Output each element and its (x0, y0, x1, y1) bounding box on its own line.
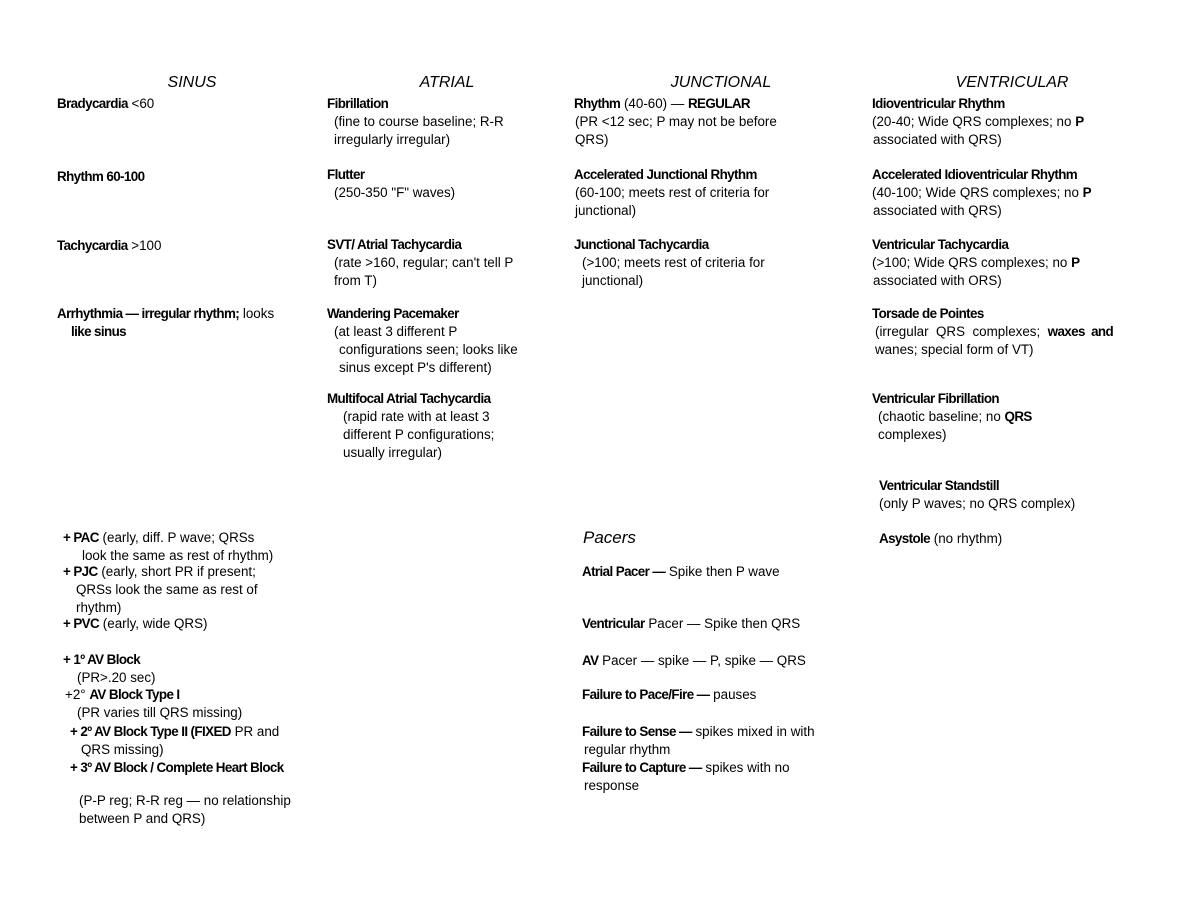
av-block-1 (63, 651, 333, 687)
av-block-3-text: PR and (230, 724, 280, 739)
vent-torsade-desc-1a: (irregular QRS complexes; (875, 324, 1048, 339)
junctional-accelerated (574, 166, 844, 220)
atrial-header: ATRIAL (419, 74, 475, 91)
vent-vf-desc-2: complexes) (878, 427, 947, 442)
av-block-3-desc (79, 792, 349, 828)
vent-vt-desc-1b: P (1071, 255, 1080, 270)
junctional-accel-desc-1: (60-100; meets rest of criteria for (575, 185, 770, 200)
pacer-fail-sense-text: spikes mixed in with (691, 724, 815, 739)
atrial-mat-desc-1: (rapid rate with at least 3 (343, 409, 490, 424)
vent-aivr-desc-1b: P (1082, 185, 1091, 200)
av-block-2-label: AV Block Type I (89, 687, 180, 702)
junctional-header: JUNCTIONAL (670, 74, 772, 91)
sinus-arrhythmia-label: Arrhythmia — irregular rhythm; (57, 306, 240, 321)
ectopy-pac-label: + PAC (63, 530, 99, 545)
ectopy-pac-text: (early, diff. P wave; QRSs (98, 530, 255, 545)
av-block-3 (70, 759, 340, 777)
sinus-rhythm-label: Rhythm 60-100 (57, 169, 145, 184)
sinus-tachycardia (57, 237, 161, 255)
av-block-2-plus: +2° (65, 687, 90, 702)
vent-vf-title: Ventricular Fibrillation (872, 391, 999, 406)
vent-aivr-desc-2: associated with QRS) (873, 203, 1002, 218)
atrial-wander-title: Wandering Pacemaker (327, 306, 459, 321)
ectopy-pac (63, 529, 333, 565)
atrial-fib-title: Fibrillation (327, 96, 389, 111)
junctional-tachycardia (574, 236, 844, 290)
ventricular-torsade (872, 305, 1147, 359)
junctional-accel-desc-2: junctional) (575, 203, 637, 218)
av-block-2-type-1 (65, 686, 335, 722)
atrial-flutter-title: Flutter (327, 167, 365, 182)
junctional-rhythm-label: Rhythm (574, 96, 621, 111)
ventricular-asystole (879, 530, 1154, 548)
ectopy-pvc-label: + PVC (63, 616, 100, 631)
ectopy-pvc-text: (early, wide QRS) (99, 616, 208, 631)
vent-standstill-desc: (only P waves; no QRS complex) (879, 496, 1076, 511)
pacer-av (582, 652, 862, 670)
sinus-brady-rate: <60 (127, 96, 155, 111)
vent-vf-desc-1b: QRS (1004, 409, 1032, 424)
av-block-1-text: (PR>.20 sec) (77, 670, 156, 685)
junctional-rhythm-desc-2: QRS) (575, 132, 609, 147)
sinus-arrhythmia-label-2: like sinus (71, 324, 127, 339)
ectopy-pjc-text-3: rhythm) (76, 600, 122, 615)
ventricular-fibrillation (872, 390, 1147, 444)
vent-torsade-desc-1b: waxes and (1047, 324, 1114, 339)
atrial-svt (327, 236, 562, 290)
atrial-wander-desc-2: configurations seen; looks like (339, 342, 518, 357)
pacer-fail-cap-label: Failure to Capture — (582, 760, 702, 775)
ectopy-pjc-text-2: QRSs look the same as rest of (76, 582, 258, 597)
sinus-rhythm (57, 168, 144, 186)
pacer-atrial (582, 563, 862, 581)
av-block-3-text-2: QRS missing) (81, 742, 164, 757)
atrial-wandering-pacemaker (327, 305, 562, 377)
sinus-arrhythmia (57, 305, 307, 341)
av-block-2-type-2 (70, 723, 340, 759)
atrial-svt-title: SVT/ Atrial Tachycardia (327, 237, 462, 252)
vent-torsade-title: Torsade de Pointes (872, 306, 984, 321)
pacer-failure-pace (582, 686, 862, 704)
atrial-mat-title: Multifocal Atrial Tachycardia (327, 391, 491, 406)
ectopy-pjc-label: + PJC (63, 564, 98, 579)
vent-idio-desc-2: associated with QRS) (873, 132, 1002, 147)
atrial-wander-desc-3: sinus except P's different) (339, 360, 492, 375)
sinus-arrhythmia-text: looks (239, 306, 275, 321)
atrial-wander-desc-1: (at least 3 different P (334, 324, 458, 339)
vent-torsade-desc-2: wanes; special form of VT) (875, 342, 1034, 357)
ventricular-idioventricular (872, 95, 1147, 149)
atrial-fib-desc-1: (fine to course baseline; R-R (334, 114, 504, 129)
sinus-header: SINUS (167, 74, 217, 91)
av-block-4-text-2: between P and QRS) (79, 811, 206, 826)
atrial-flutter (327, 166, 562, 202)
vent-standstill-title: Ventricular Standstill (879, 478, 999, 493)
ventricular-standstill (879, 477, 1154, 513)
ectopy-pjc (63, 563, 333, 617)
av-block-2-text: (PR varies till QRS missing) (77, 705, 243, 720)
junctional-rhythm-desc-1: (PR <12 sec; P may not be before (575, 114, 777, 129)
junctional-accel-title: Accelerated Junctional Rhythm (574, 167, 757, 182)
ectopy-pac-text-2: look the same as rest of rhythm) (82, 548, 274, 563)
pacers-title: Pacers (583, 528, 636, 547)
pacer-fail-sense-label: Failure to Sense — (582, 724, 692, 739)
pacer-fail-pace-text: pauses (709, 687, 757, 702)
pacer-av-label: AV (582, 653, 599, 668)
vent-idio-desc-1b: P (1075, 114, 1084, 129)
atrial-svt-desc-1: (rate >160, regular; can't tell P (334, 255, 514, 270)
pacer-vent-label: Ventricular (582, 616, 645, 631)
atrial-fibrillation (327, 95, 562, 149)
atrial-flutter-desc: (250-350 "F" waves) (334, 185, 456, 200)
sinus-bradycardia (57, 95, 154, 113)
junctional-rhythm-regular: REGULAR (687, 96, 750, 111)
ectopy-pvc (63, 615, 333, 633)
pacer-fail-sense-text-2: regular rhythm (584, 742, 671, 757)
vent-aivr-desc-1a: (40-100; Wide QRS complexes; no (872, 185, 1083, 200)
junctional-tachy-title: Junctional Tachycardia (574, 237, 709, 252)
pacer-fail-cap-text-2: response (584, 778, 640, 793)
av-block-3-label: + 2º AV Block Type II (FIXED (70, 724, 231, 739)
pacer-fail-pace-label: Failure to Pace/Fire — (582, 687, 710, 702)
pacer-fail-cap-text: spikes with no (701, 760, 790, 775)
vent-asystole-label: Asystole (879, 531, 931, 546)
vent-asystole-text: (no rhythm) (930, 531, 1003, 546)
av-block-1-label: + 1º AV Block (63, 652, 141, 667)
ventricular-aivr (872, 166, 1147, 220)
junctional-rhythm-rate: (40-60) — (620, 96, 688, 111)
vent-aivr-title: Accelerated Idioventricular Rhythm (872, 167, 1078, 182)
atrial-mat-desc-3: usually irregular) (343, 445, 442, 460)
pacer-vent-text: Pacer — Spike then QRS (644, 616, 801, 631)
pacer-ventricular (582, 615, 862, 633)
ventricular-header: VENTRICULAR (955, 74, 1069, 91)
vent-idio-desc-1a: (20-40; Wide QRS complexes; no (872, 114, 1076, 129)
atrial-svt-desc-2: from T) (334, 273, 377, 288)
vent-idio-title: Idioventricular Rhythm (872, 96, 1005, 111)
vent-vt-title: Ventricular Tachycardia (872, 237, 1009, 252)
pacer-failure-capture (582, 759, 862, 795)
junctional-tachy-desc-1: (>100; meets rest of criteria for (582, 255, 765, 270)
atrial-fib-desc-2: irregularly irregular) (334, 132, 451, 147)
atrial-mat-desc-2: different P configurations; (343, 427, 495, 442)
av-block-4-text: (P-P reg; R-R reg — no relationship (79, 793, 291, 808)
ventricular-tachycardia (872, 236, 1147, 290)
pacer-av-text: Pacer — spike — P, spike — QRS (598, 653, 806, 668)
junctional-rhythm (574, 95, 844, 149)
pacer-failure-sense (582, 723, 862, 759)
vent-vt-desc-2: associated with ORS) (873, 273, 1002, 288)
junctional-tachy-desc-2: junctional) (582, 273, 644, 288)
ectopy-pjc-text: (early, short PR if present; (97, 564, 256, 579)
pacer-atrial-label: Atrial Pacer — (582, 564, 666, 579)
sinus-tachy-label: Tachycardia (57, 238, 128, 253)
sinus-brady-label: Bradycardia (57, 96, 128, 111)
atrial-mat (327, 390, 562, 462)
av-block-4-label: + 3º AV Block / Complete Heart Block (70, 760, 284, 775)
sinus-tachy-rate: >100 (127, 238, 162, 253)
vent-vt-desc-1a: (>100; Wide QRS complexes; no (872, 255, 1072, 270)
pacer-atrial-text: Spike then P wave (665, 564, 780, 579)
vent-vf-desc-1a: (chaotic baseline; no (878, 409, 1005, 424)
